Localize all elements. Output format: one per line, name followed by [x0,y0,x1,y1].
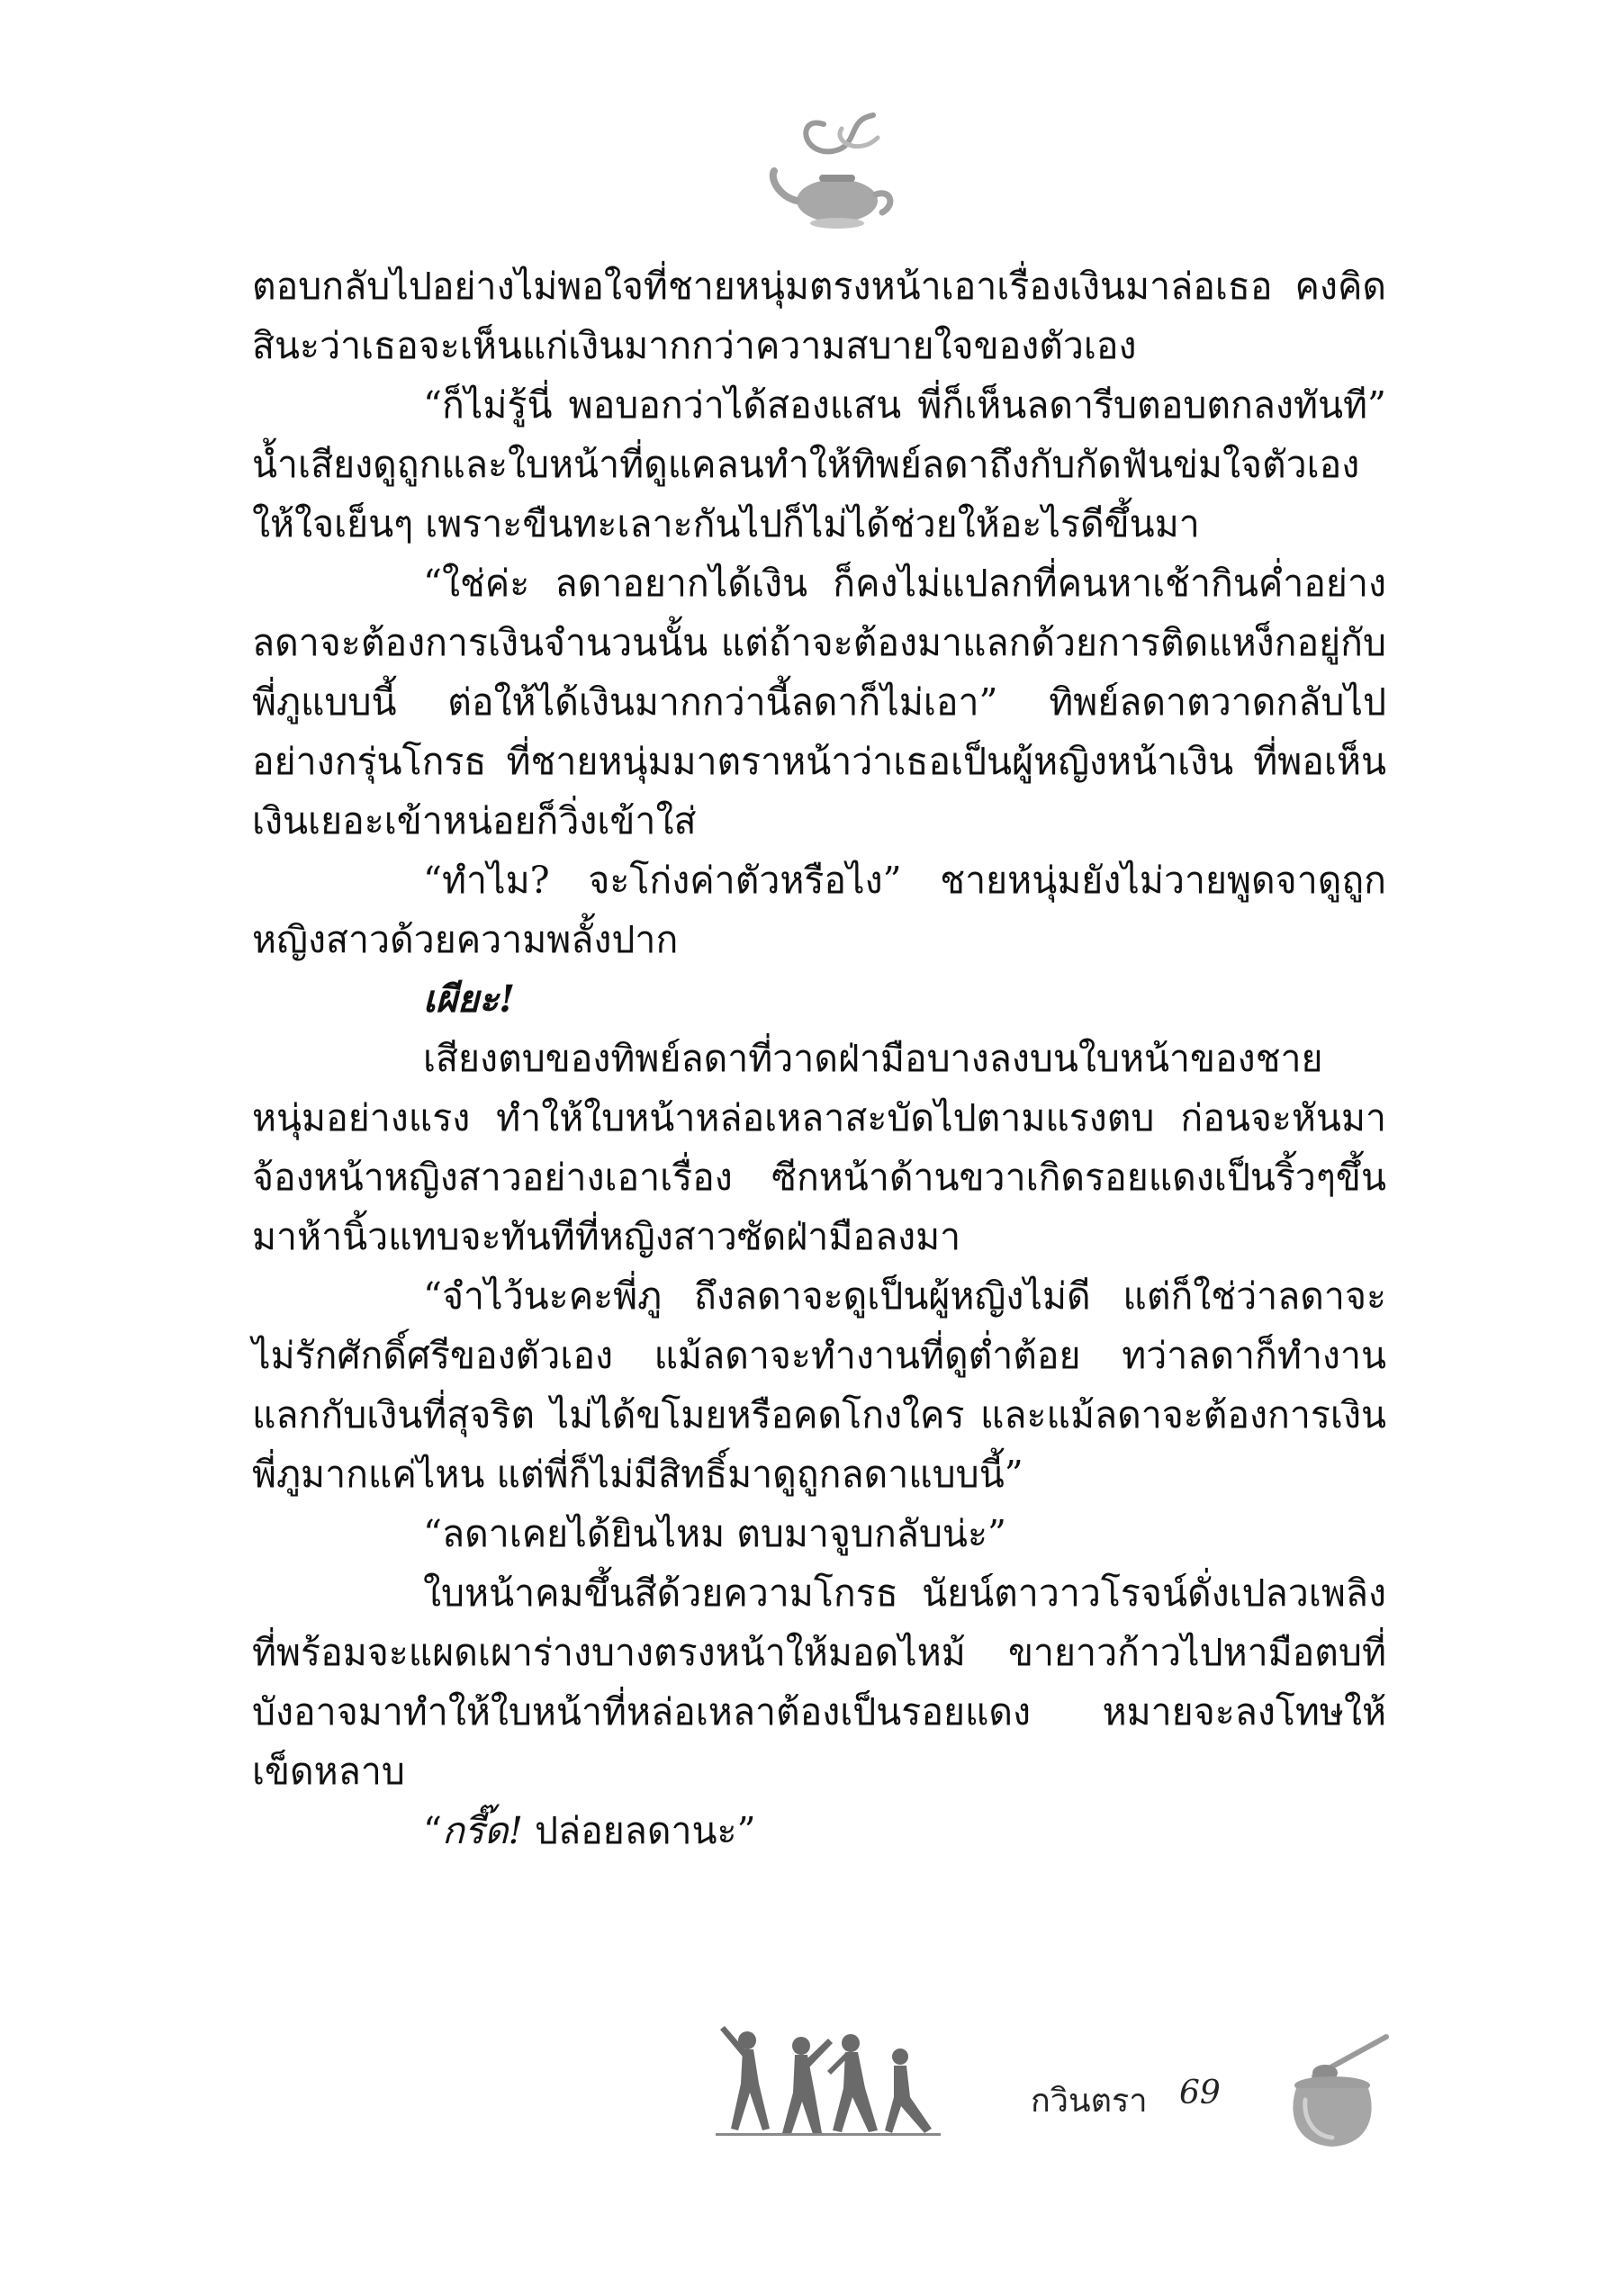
paragraph-4: “ทำไม? จะโก่งค่าตัวหรือไง” ชายหนุ่มยังไม่วายพูดจาดูถูกหญิงสาวด้วยความพลั้งปาก [252,859,1386,961]
footer-author-name: กวินตรา [1031,2083,1148,2120]
honey-pot-icon [1278,2030,1395,2151]
paragraph-6: เสียงตบของทิพย์ลดาที่วาดฝ่ามือบางลงบนใบหน้าของชายหนุ่มอย่างแรง ทำให้ใบหน้าหล่อเหลาสะบัดไปตามแรงตบ ก่อนจะหันมาจ้องหน้าหญิงสาวอย่างเอาเรื่อง ซีกหน้าด้านขวาเกิดรอยแดงเป็นริ้วๆขึ้นมาห้านิ้วแทบจะทันทีที่หญิงสาวซัดฝ่ามือลงมา [252,1037,1386,1258]
paragraph-2: “ก็ไม่รู้นี่ พอบอกว่าได้สองแสน พี่ก็เห็นลดารีบตอบตกลงทันที” น้ำเสียงดูถูกและใบหน้าที่ดูแคลนทำให้ทิพย์ลดาถึงกับกัดฟันข่มใจตัวเองให้ใจเย็นๆ เพราะขืนทะเลาะกันไปก็ไม่ได้ช่วยให้อะไรดีขึ้นมา [252,383,1386,545]
last-line-rest: ปล่อยลดานะ” [522,1809,756,1852]
page-footer [0,2021,1605,2165]
paragraph-7: “จำไว้นะคะพี่ภู ถึงลดาจะดูเป็นผู้หญิงไม่ดี แต่ก็ใช่ว่าลดาจะไม่รักศักดิ์ศรีของตัวเอง แม้ลดาจะทำงานที่ดูต่ำต้อย ทว่าลดาก็ทำงานแลกกับเงินที่สุจริต ไม่ได้ขโมยหรือคดโกงใคร และแม้ลดาจะต้องการเงินพี่ภูมากแค่ไหน แต่พี่ก็ไม่มีสิทธิ์มาดูถูกลดาแบบนี้” [252,1274,1386,1496]
paragraph-3: “ใช่ค่ะ ลดาอยากได้เงิน ก็คงไม่แปลกที่คนหาเช้ากินค่ำอย่างลดาจะต้องการเงินจำนวนนั้น แต่ถ้าจะต้องมาแลกด้วยการติดแหง็กอยู่กับพี่ภูแบบนี้ ต่อให้ได้เงินมากกว่านี้ลดาก็ไม่เอา” ทิพย์ลดาตวาดกลับไปอย่างกรุ่นโกรธ ที่ชายหนุ่มมาตราหน้าว่าเธอเป็นผู้หญิงหน้าเงิน ที่พอเห็นเงินเยอะเข้าหน่อยก็วิ่งเข้าใส่ [252,562,1386,842]
teapot-ornament-icon [761,106,914,241]
paragraph-8: “ลดาเคยได้ยินไหม ตบมาจูบกลับน่ะ” [423,1512,1006,1555]
paragraph-5-sound: เผียะ! [423,977,516,1021]
paragraph-1: ตอบกลับไปอย่างไม่พอใจที่ชายหนุ่มตรงหน้าเอาเรื่องเงินมาล่อเธอ คงคิดสินะว่าเธอจะเห็นแก่เงินมากกว่าความสบายใจของตัวเอง [252,265,1386,367]
paragraph-10 [252,1801,1386,1860]
scream-emph: กรี๊ด! [441,1809,523,1852]
open-quote: “ [423,1809,442,1852]
dancing-silhouettes-icon [716,2021,941,2142]
paragraph-9: ใบหน้าคมขึ้นสีด้วยความโกรธ นัยน์ตาวาวโรจน์ดั่งเปลวเพลิงที่พร้อมจะแผดเผาร่างบางตรงหน้าให้มอดไหม้ ขายาวก้าวไปหามือตบที่บังอาจมาทำให้ใบหน้าที่หล่อเหลาต้องเป็นรอยแดง หมายจะลงโทษให้เข็ดหลาบ [252,1571,1386,1793]
page-body [252,257,1386,1860]
page-number: 69 [1179,2075,1221,2111]
